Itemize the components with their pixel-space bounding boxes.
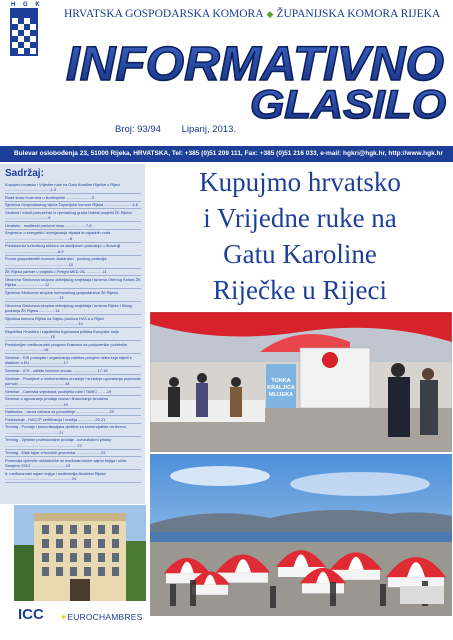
logo-square [12, 18, 18, 24]
chamber-right: ŽUPANIJSKA KOMORA RIJEKA [276, 8, 441, 20]
logo-square [12, 30, 18, 36]
contents-item: Sjednica Gospodarskog vijeća Županijske komore Rijeka ..........................4-6 [5, 202, 141, 210]
contents-heading: Sadržaj: [5, 168, 44, 179]
building-window [70, 525, 77, 534]
building-window [98, 553, 105, 562]
chamber-names [64, 8, 440, 20]
building-window [42, 539, 49, 548]
logo-square [30, 36, 36, 42]
building-window [98, 539, 105, 548]
contents-item: Republika Hrvatska i zajednička trgovinska politika Europske unije ..........................................15 [5, 328, 141, 341]
contents-list [5, 181, 141, 483]
contents-item: Otvorena Strukovna skupina obiteljskog smještaja i turizma Rijeke i ličkog područja ŽK Rijeka ...............14 [5, 302, 141, 315]
logo-square [18, 24, 24, 30]
building-window [112, 553, 119, 562]
contents-sidebar [0, 164, 145, 504]
headline-line-3: Gatu Karoline [223, 239, 377, 269]
building-window [42, 567, 49, 576]
header [0, 0, 453, 146]
contents-item: Trening - Vještine profesionalne prodaje - konzultativni pristup ...................................................................22 [5, 437, 141, 450]
partner-logos [18, 600, 148, 630]
logo-square [24, 42, 30, 48]
contents-item: Forum gospodarskih komora Jadransko - jonskog područja ...........................................................10 [5, 256, 141, 269]
harbor-tents-photo [150, 454, 452, 616]
diamond-icon: ◆ [266, 9, 274, 19]
contents-item: Trening - Male tajne vrhunskih govornika .......................22 [5, 450, 141, 458]
contents-item: Promocija cjelovite nakladničke ss međunarodnom sajmu knjiga i učila Sarajevo 2013. ...............................23 [5, 457, 141, 470]
headline-line-2: i Vrijedne ruke na [203, 203, 397, 233]
logo-square [24, 30, 30, 36]
issue-date: Lipanj, 2013. [181, 124, 237, 135]
eurochambres-logo [60, 612, 142, 623]
issue-meta [115, 124, 254, 135]
hgk-checkerboard-logo [10, 8, 38, 56]
chamber-building-photo [14, 505, 146, 601]
icc-logo: ICC [18, 606, 44, 623]
logo-square [24, 18, 30, 24]
building-window [42, 525, 49, 534]
contents-item: Seminar - Carinska vrijednost, podrijetlo robe i TARIC ........19 [5, 388, 141, 396]
contents-item: Smjernice o energetici i zbrinjavanju otpada te otpadnih voda ............................................................8 [5, 230, 141, 243]
sign-text-2: KRALJICA [267, 385, 295, 391]
fair-stand-photo [150, 312, 452, 452]
contents-item: Seminar - Promjene u instrumentima suradnje i suradnje ugovaranja proizvoda pomoći ...........................................18 [5, 375, 141, 386]
issue-number: Broj: 93/94 [115, 124, 161, 135]
headline-line-1: Kupujmo hrvatsko [199, 167, 401, 197]
contents-item: Seminar - ICS - zaštite licenčne izvoza .......................17-18 [5, 367, 141, 375]
contents-item: Predstavljen međunarodni program Erasmus za poduzetnike početnike ....................................16 [5, 341, 141, 354]
contents-item: Radionica - Javna nabava za ponuditelje ...............................20 [5, 409, 141, 417]
eurochambres-text: EUROCHAMBRES [67, 612, 143, 622]
building-window [70, 567, 77, 576]
building-window [70, 539, 77, 548]
contents-item: Hrvatsko - mađarski poslovni skup ...................7-8 [5, 222, 141, 230]
building-window [112, 567, 119, 576]
contents-item: 6. međunarodni sajam knjiga i multimedija Bookfest Rijeka ..............................................................24 [5, 470, 141, 483]
logo-square [18, 36, 24, 42]
contents-item: Trening - Prodaje i komunikacijska vještine za komercijaliste na terenu ..................................................21 [5, 424, 141, 437]
contents-item: Seminar o ugovaranju prodaje novca i financiranja iznosima ......................................................19 [5, 396, 141, 409]
building-window [56, 525, 63, 534]
logo-square [18, 48, 24, 54]
star-icon: ✶ [60, 612, 68, 622]
contents-item: Predstavnici turističkog sektora na studijskom putovanju u Sloveniji .................................................8-9 [5, 243, 141, 256]
building-window [84, 567, 91, 576]
contents-item: Kupujmo hrvatsko i Vrijedne ruke na Gatu Karoline Riječke u Rijeci ..........................................1-3 [5, 181, 141, 194]
masthead-title [60, 34, 450, 132]
contents-item: Sjednica komora Rijeka na Sajmu poslova HZZ-a u Rijeci ....................................................................14 [5, 315, 141, 328]
building-window [84, 539, 91, 548]
building-window [56, 567, 63, 576]
contents-item: Seminar - EIS postupak i organizacija zaštitna provjera rizika koja slijedi s ulaskom u EU ...............................17 [5, 354, 141, 367]
contents-item: Studenti i mladi poduzetnici iz njemačkog grada Hofeai posjetili ŽK Rijeka ........................................6 [5, 209, 141, 222]
building-window [56, 539, 63, 548]
building-window [84, 525, 91, 534]
logo-square [12, 42, 18, 48]
lead-headline [150, 164, 450, 312]
address-bar: Bulevar oslobođenja 23, 51000 Rijeka, HRVATSKA, Tel: +385 (0)51 209 111, Fax: +385 (0)51 216 033, e-mail: hgkri@hgk.hr, http://www.hgk.hr [0, 146, 453, 162]
logo-square [30, 48, 36, 54]
masthead-line1: INFORMATIVNO [66, 38, 444, 91]
building-window [42, 553, 49, 562]
building-window [56, 553, 63, 562]
logo-square [30, 24, 36, 30]
building-window [112, 525, 119, 534]
contents-item: Road show Kvarnera u Budimpešti ........................3 [5, 194, 141, 202]
contents-item: Otvorena Strukovna skupina obiteljskog smještaja i turizma Obrtnog Kotara ŽK Rijeka ..........................12 [5, 276, 141, 288]
sign-text-3: MLIJEKA [268, 392, 294, 398]
hgk-logo-text: H G K [11, 2, 43, 8]
contents-item: Sjednica Strukovne skupine komunalnog gospodarstva ŽK Rijeka ..................................................13 [5, 289, 141, 302]
headline-line-4: Riječke u Rijeci [213, 275, 387, 305]
building-window [84, 553, 91, 562]
building-window [112, 539, 119, 548]
chamber-left: HRVATSKA GOSPODARSKA KOMORA [64, 8, 264, 20]
masthead-line2: GLASILO [250, 83, 446, 127]
sign-text-1: TONKA [271, 378, 291, 384]
building-window [98, 567, 105, 576]
contents-item: ŽK Rijeka partner u projektu i-Freight MED OC ...............11 [5, 269, 141, 277]
building-window [98, 525, 105, 534]
contents-item: Predavanje - HACCP certifikacija i revizija ................20-21 [5, 416, 141, 424]
building-window [70, 553, 77, 562]
